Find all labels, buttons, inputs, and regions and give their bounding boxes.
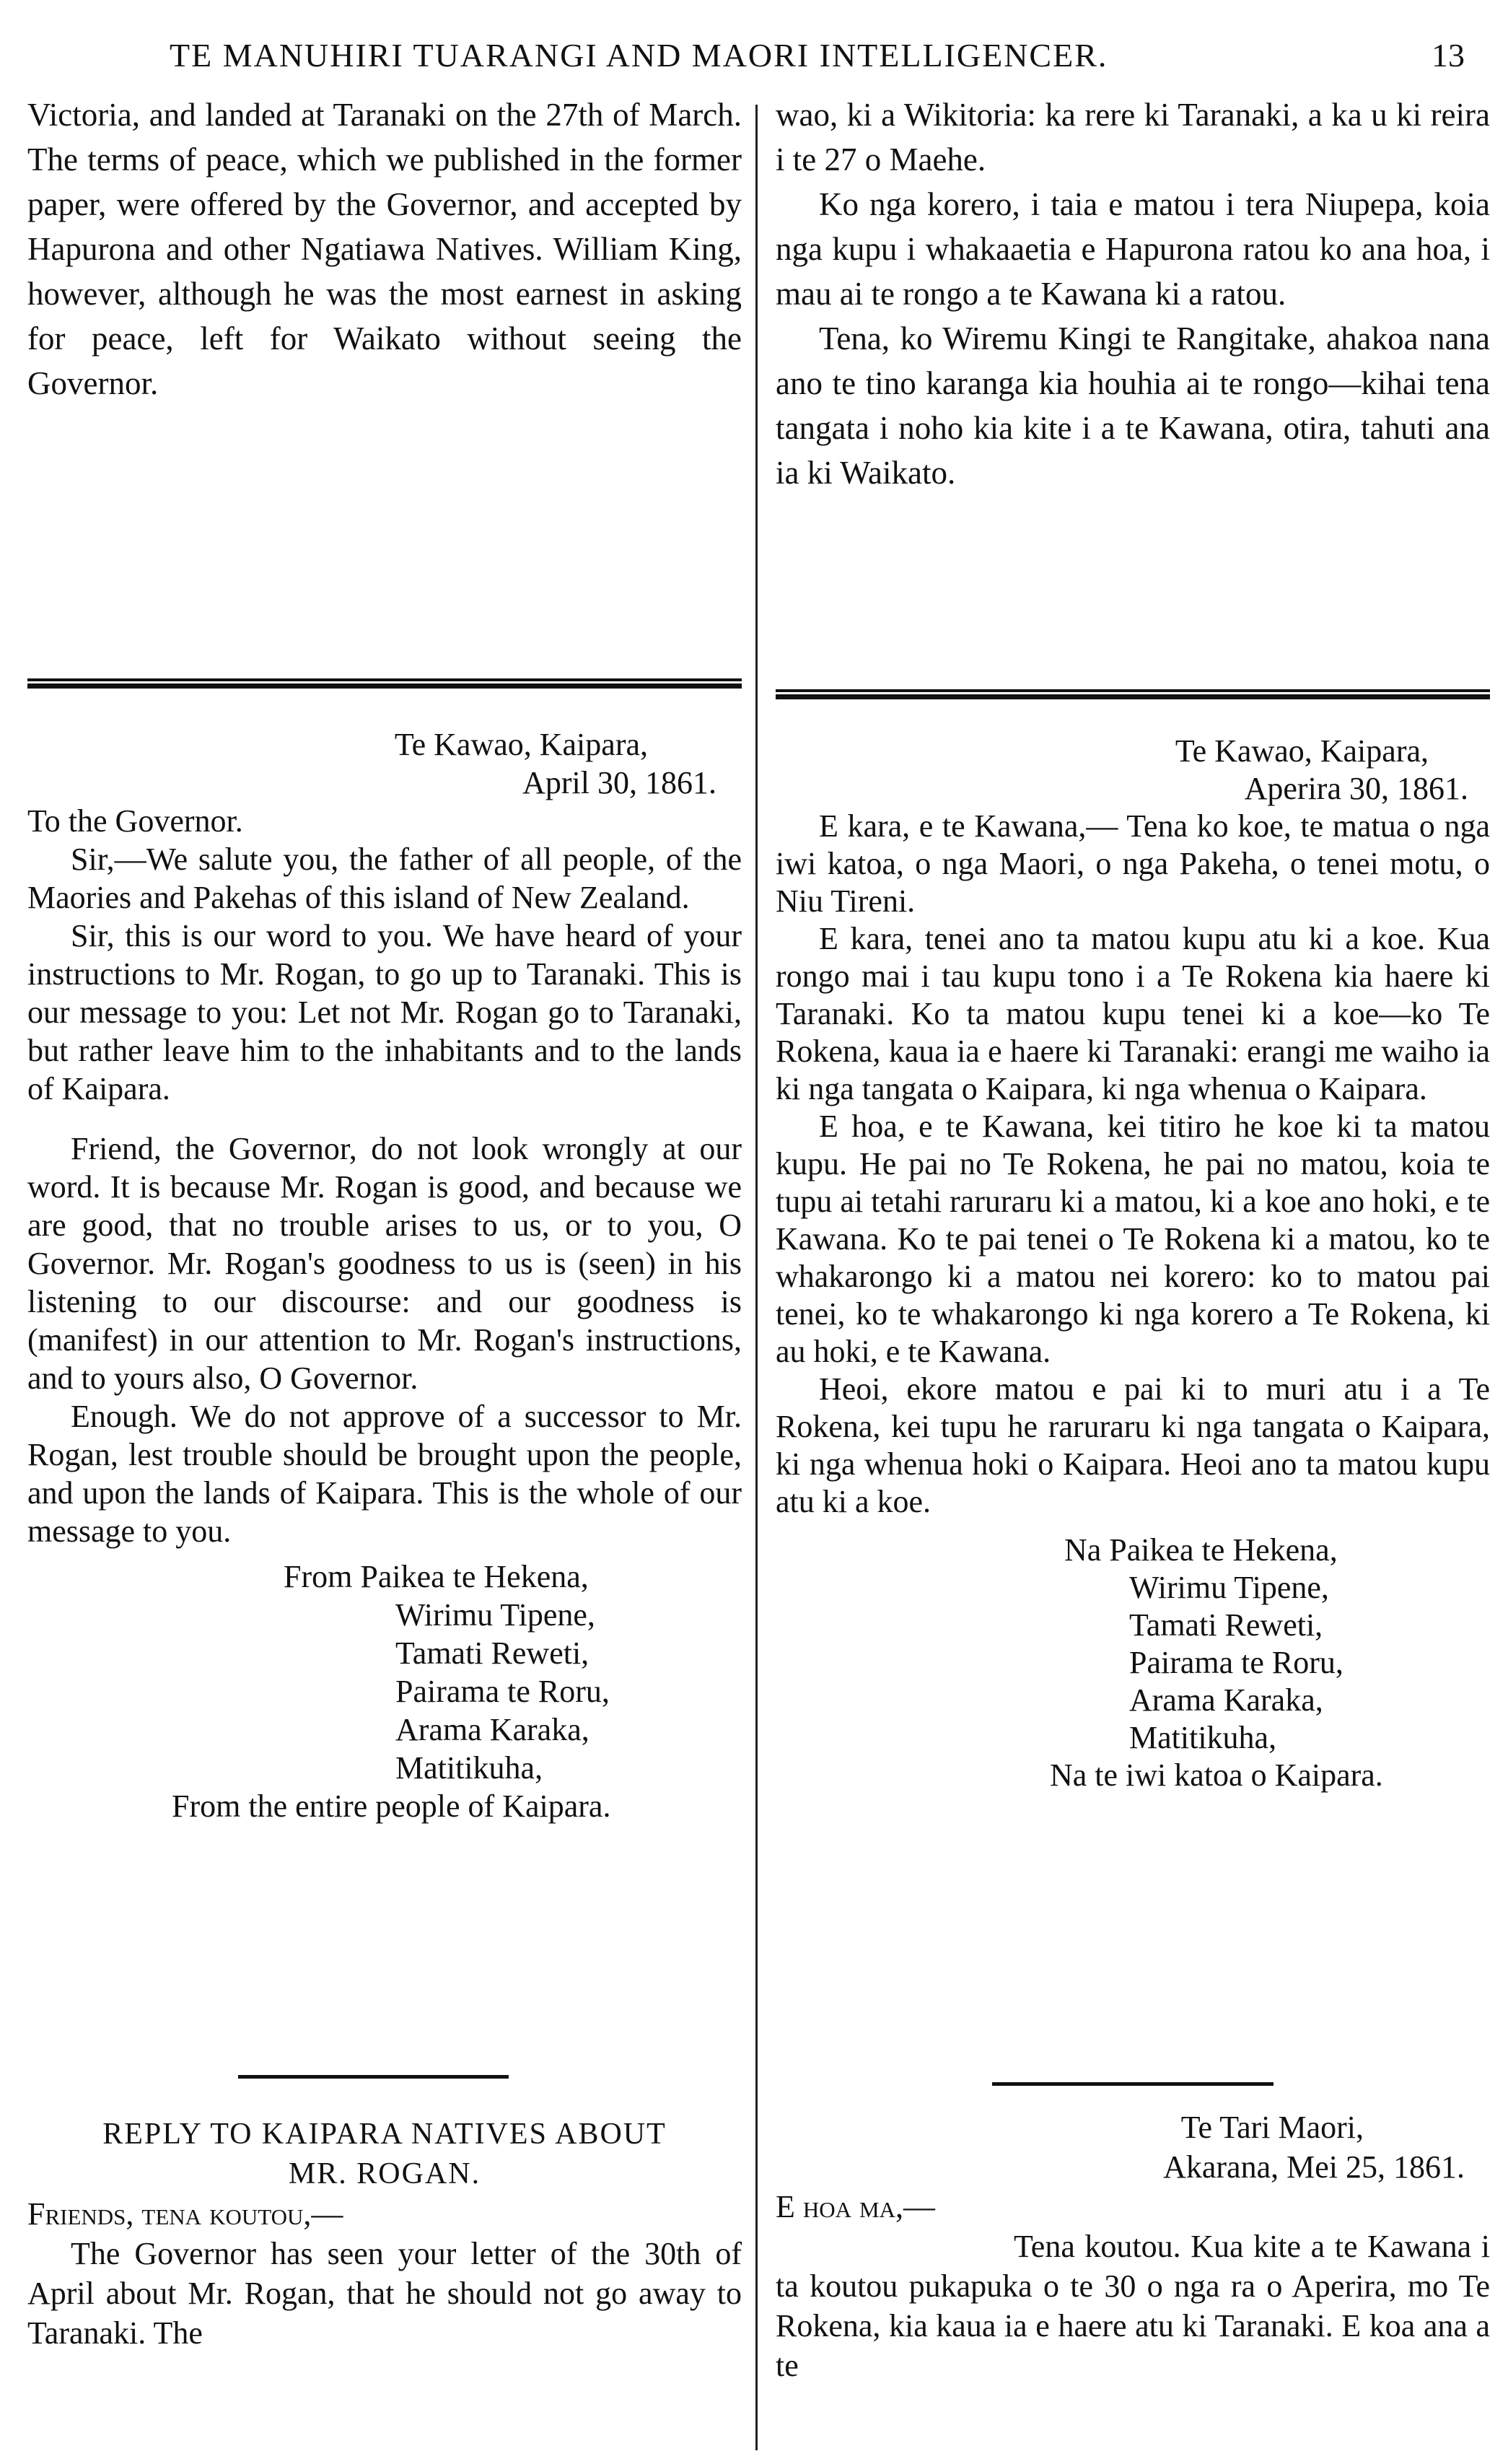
reply-heading: MR. ROGAN. bbox=[288, 2157, 481, 2190]
letter-place: Te Kawao, Kaipara, bbox=[394, 727, 648, 762]
reply-salutation: E hoa ma,— bbox=[776, 2189, 935, 2224]
page-number: 13 bbox=[1432, 37, 1465, 74]
signatory: Matitikuha, bbox=[1129, 1720, 1277, 1755]
signatory: Arama Karaka, bbox=[1129, 1682, 1323, 1718]
reply-salutation: Friends, tena koutou,— bbox=[27, 2196, 343, 2232]
section-rule bbox=[27, 678, 742, 689]
signatory: Wirimu Tipene, bbox=[1129, 1570, 1329, 1605]
signatory: Na te iwi katoa o Kaipara. bbox=[1050, 1757, 1383, 1793]
top-right-article bbox=[776, 92, 1490, 495]
top-left-article bbox=[27, 92, 742, 406]
letter-date: Aperira 30, 1861. bbox=[1244, 771, 1468, 806]
signatory: From Paikea te Hekena, bbox=[284, 1559, 589, 1594]
letter-paragraph: Heoi, ekore matou e pai ki to muri atu i a Te Rokena, kei tupu he raruraru ki nga tangata o Kaipara, ki nga whenua hoki o Kaipara. Heoi ano ta matou kupu atu ki a koe. bbox=[776, 1371, 1490, 1519]
signatory: Matitikuha, bbox=[395, 1750, 543, 1786]
article-paragraph: Tena, ko Wiremu Kingi te Rangitake, ahakoa nana ano te tino karanga kia houhia ai te rongo—kihai tena tangata i noho kia kite i a te Kawana, otira, tahuti ana ia ki Waikato. bbox=[776, 320, 1490, 491]
reply-maori bbox=[776, 2107, 1490, 2385]
section-rule bbox=[776, 689, 1490, 699]
signatory: Pairama te Roru, bbox=[1129, 1645, 1343, 1680]
article-paragraph: Victoria, and landed at Taranaki on the 27th of March. The terms of peace, which we published in the former paper, were offered by the Governor, and accepted by Hapurona and other Ngatiawa Natives. William King, however, although he was the most earnest in asking for peace, left for Waikato without seeing the Governor. bbox=[27, 97, 742, 401]
letter-date: April 30, 1861. bbox=[522, 765, 716, 800]
reply-heading: REPLY TO KAIPARA NATIVES ABOUT bbox=[102, 2118, 667, 2151]
letter-paragraph: Enough. We do not approve of a successor to Mr. Rogan, lest trouble should be brought upon the people, and upon the lands of Kaipara. This is the whole of our message to you. bbox=[27, 1399, 742, 1549]
signatory: Pairama te Roru, bbox=[395, 1674, 610, 1709]
signatory: Arama Karaka, bbox=[395, 1712, 589, 1747]
letter-paragraph: E kara, tenei ano ta matou kupu atu ki a koe. Kua rongo mai i tau kupu tono i a Te Rokena kia haere ki Taranaki. Ko ta matou kupu tenei ki a koe—ko Te Rokena, kaua ia e haere ki Taranaki: erangi me waiho ia ki nga tangata o Kaipara, ki nga whenua o Kaipara. bbox=[776, 921, 1490, 1106]
reply-paragraph: The Governor has seen your letter of the 30th of April about Mr. Rogan, that he should not go away to Taranaki. The bbox=[27, 2236, 742, 2351]
signatory: From the entire people of Kaipara. bbox=[172, 1788, 611, 1824]
reply-date: Akarana, Mei 25, 1861. bbox=[1163, 2149, 1465, 2185]
page-header bbox=[0, 36, 1508, 79]
letter-maori bbox=[776, 733, 1490, 1794]
article-paragraph: wao, ki a Wikitoria: ka rere ki Taranaki, a ka u ki reira i te 27 o Maehe. bbox=[776, 97, 1490, 178]
reply-paragraph: Tena koutou. Kua kite a te Kawana i ta koutou pukapuka o te 30 o nga ra o Aperira, mo Te Rokena, kia kaua ia e haere atu ki Taranaki. E koa ana a te bbox=[776, 2229, 1490, 2383]
letter-paragraph: E hoa, e te Kawana, kei titiro he koe ki ta matou kupu. He pai no Te Rokena, he pai no matou, koia te tupu ai tetahi raruraru ki a matou, ki a koe ano hoki, e te Kawana. Ko te pai tenei o Te Rokena ki a matou, ko te whakarongo ki a matou nei korero: ko to matou pai tenei, ko te whakarongo ki nga korero a Te Rokena, ki au hoki, e te Kawana. bbox=[776, 1109, 1490, 1369]
separator-rule bbox=[238, 2075, 509, 2079]
letter-english bbox=[27, 725, 742, 1825]
letter-addressee: To the Governor. bbox=[27, 803, 243, 839]
article-paragraph: Ko nga korero, i taia e matou i tera Niupepa, koia nga kupu i whakaaetia e Hapurona ratou ko ana hoa, i mau ai te rongo a te Kawana ki a ratou. bbox=[776, 186, 1490, 312]
letter-paragraph: Friend, the Governor, do not look wrongly at our word. It is because Mr. Rogan is good, and because we are good, that no trouble arises to us, or to you, O Governor. Mr. Rogan's goodness to us is (seen) in his listening to our discourse: and our goodness is (manifest) in our attention to Mr. Rogan's instructions, and to yours also, O Governor. bbox=[27, 1131, 742, 1396]
signatory: Tamati Reweti, bbox=[395, 1635, 589, 1671]
signatory: Tamati Reweti, bbox=[1129, 1607, 1323, 1643]
newspaper-title: TE MANUHIRI TUARANGI AND MAORI INTELLIGENCER. bbox=[170, 37, 1108, 74]
separator-rule bbox=[992, 2082, 1274, 2086]
letter-paragraph: Sir, this is our word to you. We have heard of your instructions to Mr. Rogan, to go up to Taranaki. This is our message to you: Let not Mr. Rogan go to Taranaki, but rather leave him to the inhabitants and to the lands of Kaipara. bbox=[27, 918, 742, 1106]
letter-paragraph: E kara, e te Kawana,— Tena ko koe, te matua o nga iwi katoa, o nga Maori, o nga Pakeha, o tenei motu, o Niu Tireni. bbox=[776, 808, 1490, 919]
column-divider bbox=[755, 105, 758, 2450]
reply-place: Te Tari Maori, bbox=[1180, 2110, 1364, 2145]
letter-place: Te Kawao, Kaipara, bbox=[1175, 733, 1429, 769]
signatory: Wirimu Tipene, bbox=[395, 1597, 595, 1633]
letter-paragraph: Sir,—We salute you, the father of all people, of the Maories and Pakehas of this island of New Zealand. bbox=[27, 842, 742, 915]
reply-english bbox=[27, 2115, 742, 2353]
signatory: Na Paikea te Hekena, bbox=[1064, 1532, 1338, 1568]
